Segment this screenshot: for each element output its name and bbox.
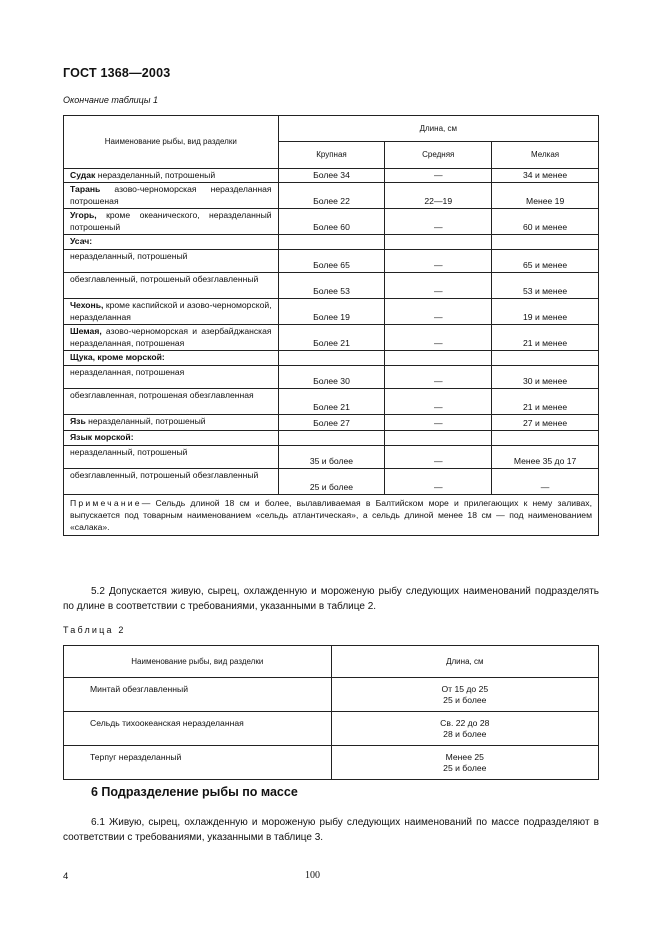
length-medium-cell: — (385, 469, 492, 495)
t1-header-medium: Средняя (385, 142, 492, 169)
table-row (64, 250, 599, 273)
table-row (64, 209, 599, 235)
fish-name-cell (64, 235, 279, 250)
fish-name-cell (64, 169, 279, 183)
t1-header-name: Наименование рыбы, вид разделки (64, 116, 279, 169)
length-value-2: 25 и более (443, 695, 487, 705)
fish-name-cell: обезглавленный, потрошеный обезглавленный (64, 273, 279, 299)
fish-name-bold: Щука, кроме морской: (70, 352, 165, 362)
fish-name-cell: Сельдь тихоокеанская неразделанная (64, 712, 332, 746)
table-row (64, 351, 599, 366)
fish-name-bold: Язык морской: (70, 432, 134, 442)
table-row (64, 235, 599, 250)
length-value-2: 25 и более (443, 763, 487, 773)
length-medium-cell (385, 431, 492, 446)
fish-name-cell: неразделанный, потрошеный (64, 446, 279, 469)
length-small-cell: 21 и менее (492, 389, 599, 415)
length-large-cell: Более 22 (278, 183, 385, 209)
t2-header-name: Наименование рыбы, вид разделки (64, 646, 332, 678)
fish-name-cell: обезглавленный, потрошеный обезглавленный (64, 469, 279, 495)
fish-name-bold: Тарань (70, 184, 101, 194)
table-row (64, 389, 599, 415)
length-cell (331, 746, 598, 780)
length-medium-cell: — (385, 250, 492, 273)
t1-header-length: Длина, см (278, 116, 598, 142)
fish-name-bold: Язь (70, 416, 86, 426)
length-medium-cell: — (385, 366, 492, 389)
paragraph-6-1: 6.1 Живую, сырец, охлажденную и мороженую рыбу следующих наименований по массе подразделяют в соответствии с требованиями, указанными в таблице 3. (63, 817, 599, 843)
table-row (64, 325, 599, 351)
fish-name-cell: неразделанный, потрошеный (64, 250, 279, 273)
table-continuation-caption: Окончание таблицы 1 (63, 95, 158, 105)
table-row (64, 183, 599, 209)
length-small-cell: 34 и менее (492, 169, 599, 183)
fish-name-bold: Усач: (70, 236, 93, 246)
length-medium-cell: 22—19 (385, 183, 492, 209)
table-row (64, 712, 599, 746)
fish-name-cell: Терпуг неразделанный (64, 746, 332, 780)
table-2-caption: Таблица 2 (63, 625, 126, 635)
length-large-cell (278, 235, 385, 250)
t1-header-large: Крупная (278, 142, 385, 169)
length-large-cell: 25 и более (278, 469, 385, 495)
fish-name-cell (64, 351, 279, 366)
table-row (64, 746, 599, 780)
table-row (64, 431, 599, 446)
length-large-cell: Более 60 (278, 209, 385, 235)
length-small-cell: 65 и менее (492, 250, 599, 273)
fish-name-cell (64, 209, 279, 235)
fish-cut-text: азово-черноморская и азербайджанская неразделанная, потрошеная (70, 326, 272, 348)
length-medium-cell: — (385, 209, 492, 235)
fish-cut-text: азово-черноморская неразделанная потрошеная (70, 184, 272, 206)
table-row (64, 273, 599, 299)
length-medium-cell (385, 235, 492, 250)
length-small-cell (492, 351, 599, 366)
fish-name-cell (64, 299, 279, 325)
length-medium-cell (385, 351, 492, 366)
table-row (64, 366, 599, 389)
table-row (64, 446, 599, 469)
fish-name-cell: обезглавленная, потрошеная обезглавленная (64, 389, 279, 415)
length-medium-cell: — (385, 169, 492, 183)
fish-name-bold: Чехонь, (70, 300, 104, 310)
length-value-1: Св. 22 до 28 (440, 718, 490, 728)
fish-name-cell (64, 325, 279, 351)
length-medium-cell: — (385, 415, 492, 431)
sheet-number: 100 (305, 870, 320, 881)
length-small-cell: 30 и менее (492, 366, 599, 389)
paragraph-5-2: 5.2 Допускается живую, сырец, охлажденную и мороженую рыбу следующих наименований подразделять по длине в соответствии с требованиями, указанными в таблице 2. (63, 586, 599, 612)
length-large-cell: Более 34 (278, 169, 385, 183)
length-small-cell (492, 235, 599, 250)
t2-header-length: Длина, см (331, 646, 598, 678)
length-medium-cell: — (385, 299, 492, 325)
fish-cut-text: кроме каспийской и азово-черноморской, неразделанная (70, 300, 272, 322)
length-small-cell: 21 и менее (492, 325, 599, 351)
length-medium-cell: — (385, 446, 492, 469)
length-small-cell: Менее 35 до 17 (492, 446, 599, 469)
table-row (64, 469, 599, 495)
length-large-cell: Более 30 (278, 366, 385, 389)
page-number: 4 (63, 871, 69, 882)
fish-name-bold: Судак (70, 170, 96, 180)
length-small-cell: 27 и менее (492, 415, 599, 431)
length-small-cell (492, 431, 599, 446)
length-small-cell: 19 и менее (492, 299, 599, 325)
table-row (64, 678, 599, 712)
length-medium-cell: — (385, 325, 492, 351)
fish-name-cell (64, 183, 279, 209)
length-large-cell (278, 431, 385, 446)
table-1 (63, 115, 599, 536)
length-small-cell: Менее 19 (492, 183, 599, 209)
length-value-1: От 15 до 25 (441, 684, 489, 694)
fish-name-bold: Шемая, (70, 326, 102, 336)
length-large-cell: Более 65 (278, 250, 385, 273)
length-cell (331, 678, 598, 712)
length-small-cell: — (492, 469, 599, 495)
length-large-cell: Более 21 (278, 389, 385, 415)
fish-name-cell (64, 415, 279, 431)
table-row (64, 299, 599, 325)
length-small-cell: 60 и менее (492, 209, 599, 235)
table-2 (63, 645, 599, 780)
fish-name-cell: неразделанная, потрошеная (64, 366, 279, 389)
fish-cut-text: неразделанный, потрошеный (95, 170, 216, 180)
table-row (64, 169, 599, 183)
document-code: ГОСТ 1368—2003 (63, 66, 171, 80)
length-medium-cell: — (385, 389, 492, 415)
fish-cut-text: неразделанный, потрошеный (85, 416, 206, 426)
note-label: Примечание (70, 498, 142, 508)
length-large-cell: Более 19 (278, 299, 385, 325)
length-value-1: Менее 25 (445, 752, 484, 762)
fish-name-cell: Минтай обезглавленный (64, 678, 332, 712)
t1-header-small: Мелкая (492, 142, 599, 169)
length-cell (331, 712, 598, 746)
note-text: — Сельдь длиной 18 см и более, вылавливаемая в Балтийском море и прилегающих к нему заливах, выпускается под товарным наименованием «сельдь атлантическая», а сельдь длиной менее 18 см — под наименованием «салака». (70, 498, 592, 532)
t1-note (64, 495, 599, 536)
length-large-cell: Более 27 (278, 415, 385, 431)
length-large-cell: Более 53 (278, 273, 385, 299)
length-large-cell: 35 и более (278, 446, 385, 469)
length-value-2: 28 и более (443, 729, 487, 739)
fish-name-bold: Угорь, (70, 210, 97, 220)
fish-cut-text: кроме океанического, неразделанный потрошеный (70, 210, 272, 232)
length-large-cell (278, 351, 385, 366)
fish-name-cell (64, 431, 279, 446)
length-medium-cell: — (385, 273, 492, 299)
length-small-cell: 53 и менее (492, 273, 599, 299)
table-row (64, 415, 599, 431)
length-large-cell: Более 21 (278, 325, 385, 351)
section-6-title: 6 Подразделение рыбы по массе (91, 785, 298, 799)
